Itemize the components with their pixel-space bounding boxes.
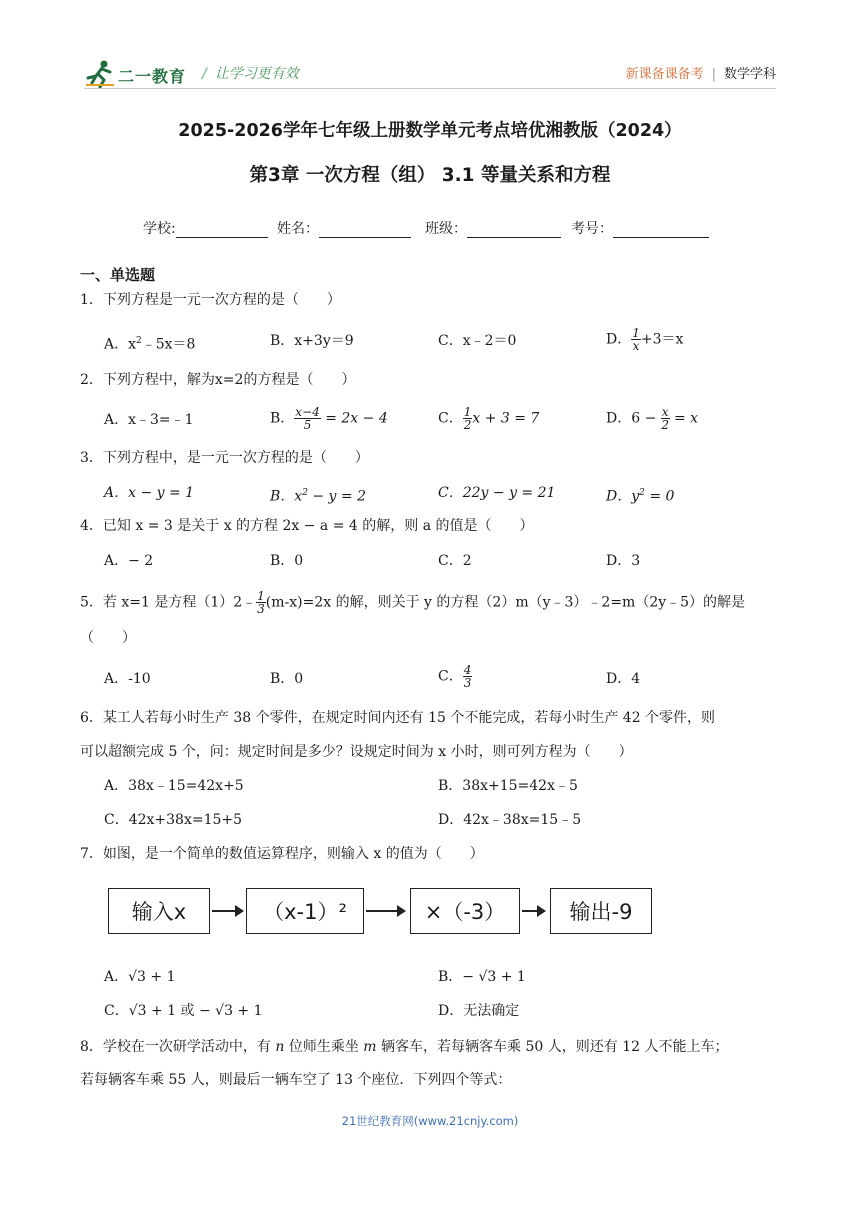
q4-option-d[interactable]: D．3: [606, 553, 641, 569]
q4-option-c[interactable]: C．2: [438, 553, 472, 569]
page-header: [84, 58, 776, 90]
runner-logo-icon: [84, 58, 118, 88]
q2-option-d[interactable]: D．6 − $\frac{x}{2}$ = x: [606, 405, 699, 432]
question-5-stem: 5．若 x=1 是方程（1）2﹣ $\frac{1}{3}$ (m-x)=2x 的解，则关于 y 的方程（2）m（y﹣3）﹣2=m（2y﹣5）的解是: [80, 589, 746, 616]
name-field[interactable]: [277, 218, 411, 238]
flow-box-output: 输出-9: [550, 888, 652, 934]
school-field[interactable]: [143, 218, 268, 238]
header-right: [626, 63, 776, 82]
question-7-stem: 7．如图，是一个简单的数值运算程序，则输入 x 的值为（ ）: [80, 846, 484, 862]
q1-option-a[interactable]: A．$x^2﹣5x=8$: [104, 336, 196, 353]
logo: [84, 58, 194, 90]
logo-text: 二一教育: [118, 67, 187, 86]
q3-option-d[interactable]: D．$y^2 = 0$: [606, 488, 675, 505]
q2-d-fraction: $\frac{x}{2}$: [661, 405, 669, 432]
q2-b-fraction: $\frac{x-4}{5}$: [295, 405, 320, 432]
question-6-stem-line1: 6．某工人若每小时生产 38 个零件，在规定时间内还有 15 个不能完成，若每小时生产 42 个零件，则: [80, 710, 716, 726]
question-5-stem-cont: （ ）: [80, 630, 136, 646]
header-tag-prep: 新课备课备考: [625, 67, 704, 82]
q7-option-a[interactable]: A．√3 + 1: [104, 969, 176, 985]
q5-option-c[interactable]: C． $\frac{4}{3}$: [438, 663, 472, 690]
flow-box-input: 输入x: [108, 888, 210, 934]
q5-c-fraction: $\frac{4}{3}$: [463, 663, 472, 690]
q3-option-c[interactable]: C．22y − y = 21: [438, 485, 556, 501]
name-label: 姓名：: [277, 221, 319, 237]
q4-option-b[interactable]: B．0: [270, 553, 304, 569]
q3-option-a[interactable]: A．x − y = 1: [104, 485, 195, 501]
class-blank[interactable]: [467, 224, 561, 238]
flow-box-multiply: ×（-3）: [410, 888, 520, 934]
q1-d-fraction: $\frac{1}{x}$: [632, 326, 640, 353]
question-3-stem: 3．下列方程中，是一元一次方程的是（ ）: [80, 450, 369, 466]
doc-title: 2025-2026学年七年级上册数学单元考点培优湘教版（2024）: [178, 121, 682, 141]
q7-option-b[interactable]: B．− √3 + 1: [438, 969, 526, 985]
question-2-stem: 2．下列方程中，解为x=2的方程是（ ）: [80, 372, 356, 388]
flow-arrow-2: [366, 910, 404, 912]
school-blank[interactable]: [176, 224, 268, 238]
q4-option-a[interactable]: A．− 2: [104, 553, 154, 569]
slogan-text: 让学习更有效: [214, 66, 299, 82]
q6-option-d[interactable]: D．42x﹣38x=15﹣5: [438, 812, 582, 828]
q5-option-b[interactable]: B．0: [270, 671, 304, 687]
question-1-stem: 1．下列方程是一元一次方程的是（ ）: [80, 292, 341, 308]
header-separator: |: [711, 67, 716, 82]
school-label: 学校:: [143, 221, 176, 237]
q2-c-fraction: $\frac{1}{2}$: [463, 405, 472, 432]
exam-no-label: 考号：: [571, 221, 613, 237]
exam-no-field[interactable]: [571, 218, 709, 238]
flow-arrow-3: [522, 910, 544, 912]
q7-option-d[interactable]: D．无法确定: [438, 1003, 520, 1019]
q2-option-b[interactable]: B． $\frac{x-4}{5}$ = 2x − 4: [270, 405, 388, 432]
name-blank[interactable]: [319, 224, 411, 238]
question-4-stem: 4．已知 x = 3 是关于 x 的方程 2x − a = 4 的解，则 a 的值是（ ）: [80, 518, 534, 534]
doc-subtitle: 第3章 一次方程（组） 3.1 等量关系和方程: [249, 165, 611, 186]
slogan: [202, 63, 299, 83]
q1-option-c[interactable]: C．x﹣2＝0: [438, 333, 517, 349]
flow-box-square: （x-1）²: [246, 888, 364, 934]
q2-option-a[interactable]: A．x﹣3=﹣1: [104, 412, 194, 428]
flow-arrow-1: [212, 910, 242, 912]
q3-option-b[interactable]: B．$x^2 - y = 2$: [270, 488, 366, 505]
q5-option-d[interactable]: D．4: [606, 671, 641, 687]
q1-option-d[interactable]: D． $\frac{1}{x}$ +3＝x: [606, 326, 684, 353]
page-footer[interactable]: 21世纪教育网(www.21cnjy.com): [341, 1114, 519, 1128]
q2-option-c[interactable]: C． $\frac{1}{2}$ x + 3 = 7: [438, 405, 540, 432]
class-field[interactable]: [425, 218, 561, 238]
q5-option-a[interactable]: A．-10: [104, 671, 151, 687]
q6-option-a[interactable]: A．38x﹣15=42x+5: [104, 778, 244, 794]
q1-option-b[interactable]: B．x+3y＝9: [270, 333, 354, 349]
header-tag-subject: 数学学科: [723, 67, 776, 82]
class-label: 班级：: [425, 221, 467, 237]
header-divider: [84, 88, 776, 89]
question-8-stem-line2: 若每辆客车乘 55 人，则最后一辆车空了 13 个座位．下列四个等式：: [80, 1072, 512, 1088]
q5-stem-fraction: $\frac{1}{3}$: [257, 589, 265, 616]
q7-option-c[interactable]: C．√3 + 1 或 − √3 + 1: [104, 1003, 263, 1019]
q7-flowchart: [108, 888, 654, 940]
slogan-slash: /: [202, 66, 207, 82]
q6-option-c[interactable]: C．42x+38x=15+5: [104, 812, 243, 828]
question-6-stem-line2: 可以超额完成 5 个，问：规定时间是多少？设规定时间为 x 小时，则可列方程为（ ）: [80, 744, 633, 760]
section-heading: 一、单选题: [80, 266, 156, 284]
question-8-stem-line1: 8．学校在一次研学活动中，有 n 位师生乘坐 m 辆客车，若每辆客车乘 50 人，则还有 12 人不能上车；: [80, 1039, 729, 1055]
exam-no-blank[interactable]: [613, 224, 709, 238]
q6-option-b[interactable]: B．38x+15=42x﹣5: [438, 778, 578, 794]
